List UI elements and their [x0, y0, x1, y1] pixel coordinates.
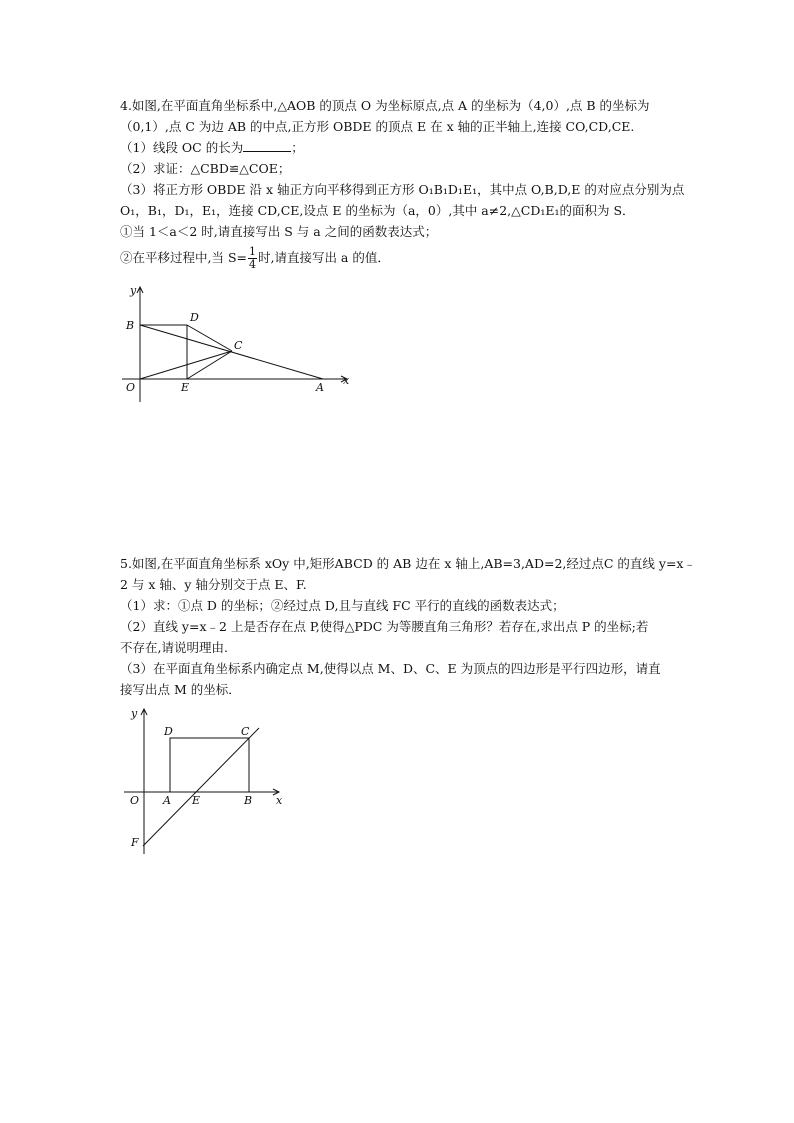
label-x: x [343, 374, 350, 387]
q4-part-3: （3）将正方形 OBDE 沿 x 轴正方向平移得到正方形 O₁B₁D₁E₁，其中点 O,B,D,E 的对应点分别为点 [120, 182, 685, 197]
q5-part-1: （1）求：①点 D 的坐标；②经过点 D,且与直线 FC 平行的直线的函数表达式； [120, 598, 565, 613]
fraction-denominator: 4 [248, 258, 256, 271]
question-4 [120, 95, 690, 271]
question-5 [120, 553, 696, 700]
fraction-numerator: 1 [248, 245, 256, 258]
label-e: E [192, 794, 201, 807]
q4-part-1 [120, 137, 690, 158]
q4-part-3-sub2 [120, 246, 690, 271]
label-a: A [163, 794, 171, 807]
q4-part-3-sub1: ①当 1＜a＜2 时,请直接写出 S 与 a 之间的函数表达式； [120, 224, 438, 239]
label-o: O [126, 381, 136, 394]
q4-part-1-end: ； [291, 140, 304, 155]
q4-part-2: （2）求证：△CBD≌△COE； [120, 161, 291, 176]
q4-line-2: （0,1）,点 C 为边 AB 的中点,正方形 OBDE 的顶点 E 在 x 轴的正半轴上,连接 CO,CD,CE. [120, 119, 635, 134]
label-f: F [131, 836, 139, 849]
q5-figure [118, 704, 290, 856]
q4-sub2-text: ②在平移过程中,当 S= [120, 250, 247, 265]
label-o: O [130, 794, 140, 807]
label-d: D [190, 311, 199, 324]
label-b: B [126, 319, 135, 332]
label-e: E [181, 381, 190, 394]
q5-part-3: （3）在平面直角坐标系内确定点 M,使得以点 M、D、C、E 为顶点的四边形是平行四边形，请直 [120, 661, 661, 676]
segment-dc [187, 325, 232, 351]
label-y: y [130, 284, 137, 297]
fraction-one-quarter [248, 246, 257, 271]
q4-figure [118, 282, 358, 404]
line-fc [143, 728, 259, 846]
label-y: y [131, 707, 138, 720]
q5-line-1: 5.如图,在平面直角坐标系 xOy 中,矩形ABCD 的 AB 边在 x 轴上,AB=3,AD=2,经过点C 的直线 y=x﹣ [120, 556, 696, 571]
q4-sub2-end: 时,请直接写出 a 的值． [257, 250, 390, 265]
rectangle-abcd [170, 738, 249, 792]
q5-part-2: （2）直线 y=x﹣2 上是否存在点 P,使得△PDC 为等腰直角三角形？若存在,求出点 P 的坐标;若 [120, 619, 649, 634]
label-a: A [316, 381, 324, 394]
segment-ec [187, 351, 232, 379]
label-d: D [164, 725, 173, 738]
label-c: C [241, 725, 250, 738]
segment-oc [140, 351, 232, 379]
answer-blank [243, 139, 291, 152]
q4-line-1: 4.如图,在平面直角坐标系中,△AOB 的顶点 O 为坐标原点,点 A 的坐标为（4,0）,点 B 的坐标为 [120, 98, 650, 113]
q5-part-2-cont: 不存在,请说明理由. [120, 640, 228, 655]
label-x: x [276, 794, 283, 807]
label-c: C [234, 339, 243, 352]
q5-line-2: 2 与 x 轴、y 轴分别交于点 E、F. [120, 577, 307, 592]
q4-part-1-text: （1）线段 OC 的长为 [120, 140, 244, 155]
q4-part-3-cont: O₁，B₁，D₁，E₁，连接 CD,CE,设点 E 的坐标为（a，0）,其中 a≠2,△CD₁E₁的面积为 S． [120, 203, 635, 218]
q5-part-3-cont: 接写出点 M 的坐标． [120, 682, 241, 697]
label-b: B [244, 794, 253, 807]
